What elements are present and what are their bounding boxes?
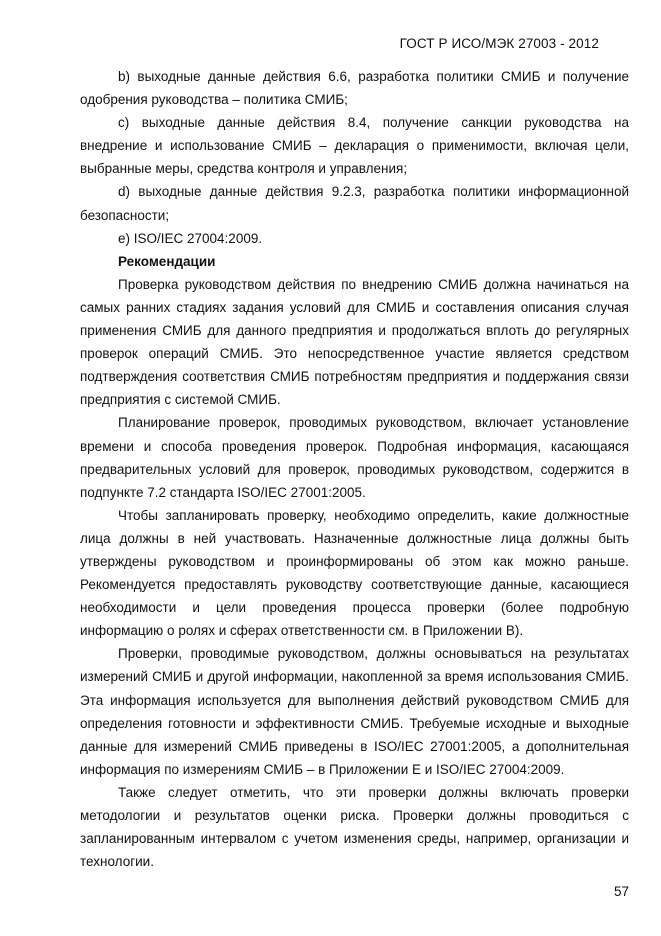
- paragraph-review-participants: Чтобы запланировать проверку, необходимо определить, какие должностные лица должны в ней участвовать. Назначенные должностные лица должны быть утверждены руководством и проинформированы об этом как можно раньше. Рекомендуется предоставлять руководству соответствующие данные, касающиеся необходимости и цели проведения процесса проверки (более подробную информацию о ролях и сферах ответственности см. в Приложении B).: [80, 507, 629, 639]
- list-item-d: d) выходные данные действия 9.2.3, разработка политики информационной безопасности;: [80, 184, 629, 223]
- section-heading-recommendations: Рекомендации: [118, 253, 216, 269]
- document-body: [80, 65, 629, 873]
- paragraph-management-review-start: Проверка руководством действия по внедрению СМИБ должна начинаться на самых ранних стадиях задания условий для СМИБ и составления описания случая применения СМИБ для данного предприятия и продолжаться вплоть до регулярных проверок операций СМИБ. Это непосредственное участие является средством подтверждения соответствия СМИБ потребностям предприятия и поддержания связи предприятия с системой СМИБ.: [80, 276, 629, 408]
- list-item-c: c) выходные данные действия 8.4, получение санкции руководства на внедрение и использование СМИБ – декларация о применимости, включая цели, выбранные меры, средства контроля и управления;: [80, 115, 629, 177]
- paragraph-review-inputs: Проверки, проводимые руководством, должны основываться на результатах измерений СМИБ и другой информации, накопленной за время использования СМИБ. Эта информация используется для выполнения действий руководством СМИБ для определения готовности и эффективности СМИБ. Требуемые исходные и выходные данные для измерений СМИБ приведены в ISO/IEC 27001:2005, а дополнительная информация по измерениям СМИБ – в Приложении E и ISO/IEC 27004:2009.: [80, 646, 629, 777]
- paragraph-review-planning: Планирование проверок, проводимых руководством, включает установление времени и способа проведения проверок. Подробная информация, касающаяся предварительных условий для проверок, проводимых руководством, содержится в подпункте 7.2 стандарта ISO/IEC 27001:2005.: [80, 415, 629, 500]
- paragraph-risk-assessment-review: Также следует отметить, что эти проверки должны включать проверки методологии и результатов оценки риска. Проверки должны проводиться с запланированным интервалом с учетом изменения среды, например, организации и технологии.: [80, 784, 629, 870]
- list-item-b: b) выходные данные действия 6.6, разработка политики СМИБ и получение одобрения руководства – политика СМИБ;: [80, 69, 629, 108]
- page-number: 57: [613, 884, 629, 899]
- list-item-e: e) ISO/IEC 27004:2009.: [118, 230, 263, 246]
- page-header-standard-code: ГОСТ Р ИСО/МЭК 27003 - 2012: [399, 36, 599, 51]
